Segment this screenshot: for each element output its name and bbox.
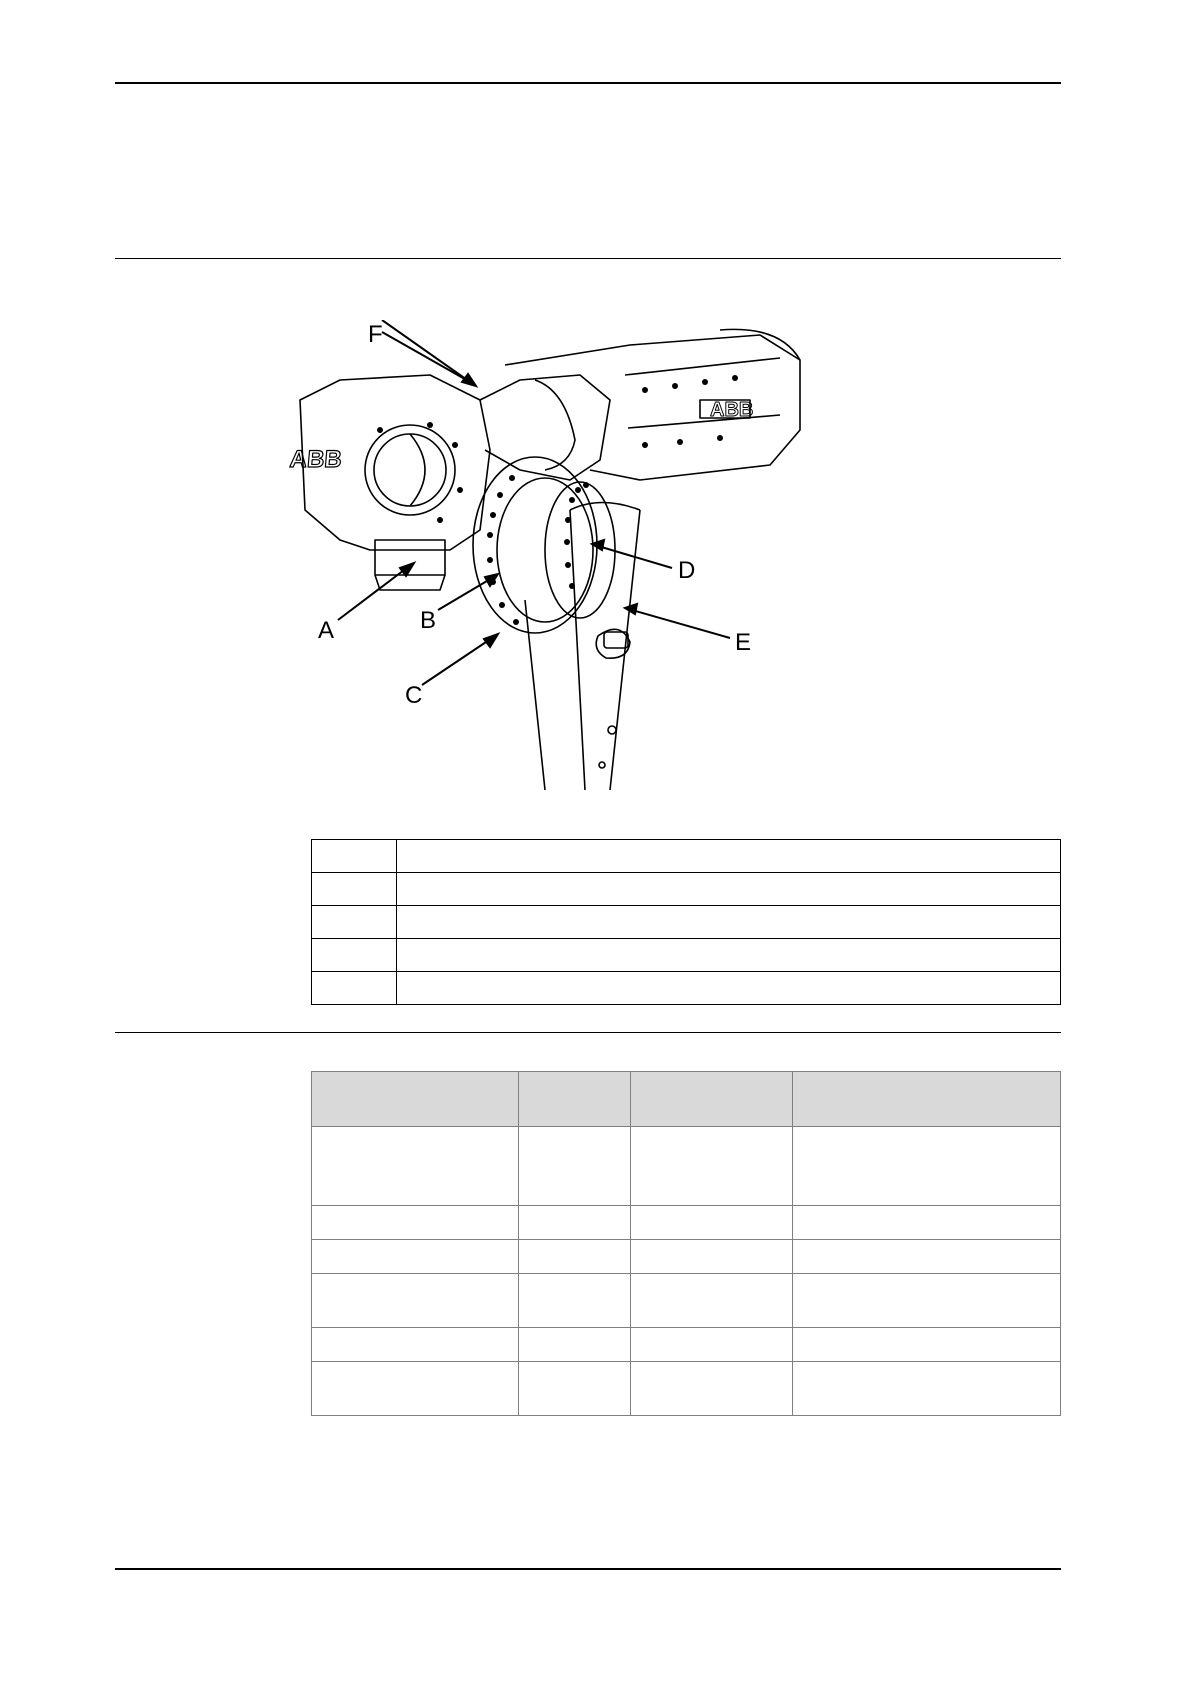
svg-text:ABB: ABB bbox=[710, 399, 754, 421]
table-cell bbox=[631, 1274, 793, 1328]
footer-rule bbox=[115, 1568, 1061, 1570]
table-cell bbox=[519, 1240, 631, 1274]
table-row bbox=[312, 873, 1061, 906]
legend-key bbox=[312, 840, 397, 873]
legend-key bbox=[312, 873, 397, 906]
table-cell bbox=[631, 1328, 793, 1362]
legend-value bbox=[397, 840, 1061, 873]
table-cell bbox=[519, 1127, 631, 1206]
table-cell bbox=[312, 1240, 519, 1274]
column-header bbox=[312, 1072, 519, 1127]
legend-key bbox=[312, 972, 397, 1005]
table-cell bbox=[519, 1206, 631, 1240]
table-row bbox=[312, 1362, 1061, 1416]
table-row bbox=[312, 1240, 1061, 1274]
column-header bbox=[631, 1072, 793, 1127]
table-cell bbox=[312, 1362, 519, 1416]
robot-upper-arm-illustration bbox=[280, 320, 880, 790]
legend-value bbox=[397, 939, 1061, 972]
legend-value bbox=[397, 873, 1061, 906]
section-rule-top bbox=[115, 258, 1061, 259]
legend-key bbox=[312, 906, 397, 939]
legend-key bbox=[312, 939, 397, 972]
table-cell bbox=[793, 1206, 1061, 1240]
table-row bbox=[312, 1206, 1061, 1240]
column-header bbox=[519, 1072, 631, 1127]
table-row bbox=[312, 1274, 1061, 1328]
table-cell bbox=[631, 1206, 793, 1240]
table-cell bbox=[793, 1240, 1061, 1274]
table-cell bbox=[793, 1274, 1061, 1328]
spare-parts-table bbox=[311, 1071, 1061, 1416]
table-row bbox=[312, 906, 1061, 939]
table-cell bbox=[631, 1127, 793, 1206]
table-header-row bbox=[312, 1072, 1061, 1127]
table-row bbox=[312, 840, 1061, 873]
table-cell bbox=[519, 1274, 631, 1328]
legend-value bbox=[397, 972, 1061, 1005]
table-cell bbox=[519, 1362, 631, 1416]
callout-e: E bbox=[735, 629, 752, 656]
table-row bbox=[312, 1127, 1061, 1206]
table-cell bbox=[631, 1240, 793, 1274]
table-cell bbox=[793, 1328, 1061, 1362]
table-cell bbox=[312, 1206, 519, 1240]
callout-legend-table bbox=[311, 839, 1061, 1005]
table-cell bbox=[793, 1362, 1061, 1416]
table-row bbox=[312, 972, 1061, 1005]
callout-b: B bbox=[420, 607, 437, 634]
callout-f: F bbox=[368, 321, 383, 348]
table-cell bbox=[312, 1127, 519, 1206]
callout-c: C bbox=[405, 682, 423, 709]
header-rule bbox=[115, 82, 1061, 84]
table-cell bbox=[312, 1274, 519, 1328]
table-row bbox=[312, 1328, 1061, 1362]
table-cell bbox=[631, 1362, 793, 1416]
table-cell bbox=[519, 1328, 631, 1362]
table-row bbox=[312, 939, 1061, 972]
callout-a: A bbox=[318, 617, 335, 644]
svg-text:ABB: ABB bbox=[288, 446, 343, 473]
legend-value bbox=[397, 906, 1061, 939]
table-cell bbox=[312, 1328, 519, 1362]
table-cell bbox=[793, 1127, 1061, 1206]
column-header bbox=[793, 1072, 1061, 1127]
callout-d: D bbox=[678, 557, 696, 584]
section-rule-middle bbox=[115, 1032, 1061, 1033]
